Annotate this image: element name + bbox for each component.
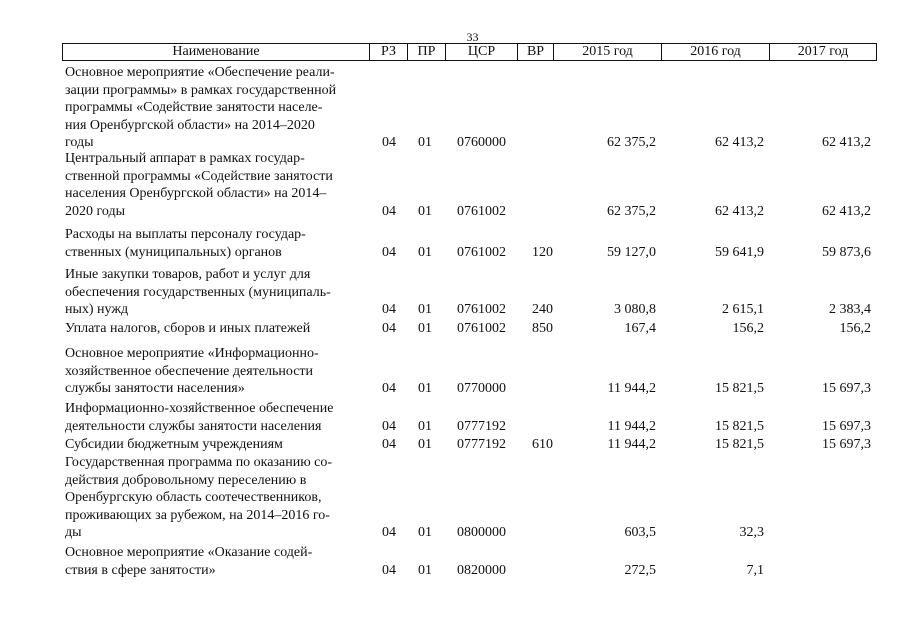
header-name: Наименование bbox=[172, 44, 260, 59]
row-pr: 01 bbox=[418, 321, 432, 336]
table-row bbox=[62, 400, 877, 435]
header-rz: РЗ bbox=[369, 44, 407, 60]
row-pr: 01 bbox=[418, 437, 432, 452]
row-name bbox=[65, 544, 365, 579]
row-name bbox=[65, 64, 365, 152]
row-2017: 2 383,4 bbox=[829, 302, 871, 317]
row-2015: 3 080,8 bbox=[614, 302, 656, 317]
row-csr: 0800000 bbox=[457, 525, 506, 540]
row-name bbox=[65, 226, 365, 261]
row-2016: 32,3 bbox=[739, 525, 764, 540]
table-row bbox=[62, 454, 877, 542]
row-2015: 11 944,2 bbox=[607, 437, 656, 452]
row-name-line: программы «Содействие занятости населе- bbox=[65, 100, 323, 115]
table-row bbox=[62, 544, 877, 579]
row-2015: 11 944,2 bbox=[607, 381, 656, 396]
row-2015: 272,5 bbox=[624, 562, 656, 578]
row-csr: 0820000 bbox=[457, 562, 506, 578]
header-csr: ЦСР bbox=[445, 44, 517, 60]
row-csr: 0761002 bbox=[457, 302, 506, 317]
header-vr: ВР bbox=[517, 44, 553, 60]
row-2017: 15 697,3 bbox=[822, 418, 871, 434]
row-csr: 0761002 bbox=[457, 244, 506, 260]
header-2016: 2016 год bbox=[661, 44, 769, 60]
table-row bbox=[62, 320, 877, 338]
row-name-line: Субсидии бюджетным учреждениям bbox=[65, 437, 283, 452]
row-pr: 01 bbox=[418, 381, 432, 396]
row-name-line: ды bbox=[65, 525, 82, 540]
row-name-line: ных) нужд bbox=[65, 302, 129, 317]
row-2015: 62 375,2 bbox=[607, 203, 656, 219]
row-pr: 01 bbox=[418, 244, 432, 260]
row-name-line: ственной программы «Содействие занятости bbox=[65, 168, 333, 184]
row-2016: 62 413,2 bbox=[715, 203, 764, 219]
row-name-line: ственных (муниципальных) органов bbox=[65, 244, 282, 260]
row-2015: 62 375,2 bbox=[607, 135, 656, 150]
row-name-line: населения Оренбургской области» на 2014– bbox=[65, 186, 327, 201]
row-2016: 62 413,2 bbox=[715, 135, 764, 150]
row-name-line: Центральный аппарат в рамках государ- bbox=[65, 151, 305, 166]
row-2015: 603,5 bbox=[624, 525, 656, 540]
row-rz: 04 bbox=[382, 321, 396, 336]
row-name-line: Основное мероприятие «Информационно- bbox=[65, 346, 319, 361]
row-name bbox=[65, 150, 365, 220]
table-header bbox=[62, 43, 877, 61]
row-2016: 15 821,5 bbox=[715, 381, 764, 396]
row-2015: 11 944,2 bbox=[607, 418, 656, 434]
table-row bbox=[62, 64, 877, 152]
header-2015: 2015 год bbox=[553, 44, 661, 60]
row-name-line: ствия в сфере занятости» bbox=[65, 562, 216, 578]
row-name-line: зации программы» в рамках государственной bbox=[65, 82, 337, 98]
row-csr: 0770000 bbox=[457, 381, 506, 396]
row-rz: 04 bbox=[382, 418, 396, 434]
row-2017: 62 413,2 bbox=[822, 135, 871, 150]
row-rz: 04 bbox=[382, 562, 396, 578]
row-2017: 15 697,3 bbox=[822, 381, 871, 396]
row-csr: 0777192 bbox=[457, 437, 506, 452]
row-2017: 15 697,3 bbox=[822, 437, 871, 452]
row-rz: 04 bbox=[382, 244, 396, 260]
row-vr: 610 bbox=[532, 437, 553, 452]
row-name bbox=[65, 320, 365, 338]
row-2016: 2 615,1 bbox=[722, 302, 764, 317]
row-2017: 62 413,2 bbox=[822, 203, 871, 219]
row-vr: 850 bbox=[532, 321, 553, 336]
table-row bbox=[62, 345, 877, 398]
row-pr: 01 bbox=[418, 418, 432, 434]
row-2016: 59 641,9 bbox=[715, 244, 764, 260]
row-name-line: 2020 годы bbox=[65, 203, 126, 219]
row-2016: 7,1 bbox=[746, 562, 764, 578]
table-row bbox=[62, 266, 877, 319]
table-row bbox=[62, 436, 877, 454]
header-pr: ПР bbox=[407, 44, 445, 60]
row-csr: 0761002 bbox=[457, 203, 506, 219]
row-pr: 01 bbox=[418, 203, 432, 219]
page-number: 33 bbox=[466, 30, 479, 44]
row-2015: 59 127,0 bbox=[607, 244, 656, 260]
row-rz: 04 bbox=[382, 525, 396, 540]
row-rz: 04 bbox=[382, 437, 396, 452]
row-name-line: годы bbox=[65, 135, 94, 150]
row-vr: 240 bbox=[532, 302, 553, 317]
row-name-line: действия добровольному переселению в bbox=[65, 472, 307, 488]
row-name bbox=[65, 266, 365, 319]
row-name-line: обеспечения государственных (муниципаль- bbox=[65, 284, 331, 300]
row-csr: 0760000 bbox=[457, 135, 506, 150]
row-rz: 04 bbox=[382, 302, 396, 317]
row-name-line: Оренбургскую область соотечественников, bbox=[65, 490, 322, 505]
row-pr: 01 bbox=[418, 562, 432, 578]
row-name-line: службы занятости населения» bbox=[65, 381, 245, 396]
row-2017: 156,2 bbox=[839, 321, 871, 336]
row-name-line: ния Оренбургской области» на 2014–2020 bbox=[65, 117, 315, 133]
row-csr: 0761002 bbox=[457, 321, 506, 336]
row-name bbox=[65, 454, 365, 542]
row-name-line: Уплата налогов, сборов и иных платежей bbox=[65, 321, 311, 336]
row-name-line: Информационно-хозяйственное обеспечение bbox=[65, 401, 334, 416]
row-name bbox=[65, 436, 365, 454]
row-name-line: проживающих за рубежом, на 2014–2016 го- bbox=[65, 507, 330, 523]
row-name bbox=[65, 345, 365, 398]
row-name-line: Государственная программа по оказанию со- bbox=[65, 455, 333, 470]
row-name-line: Расходы на выплаты персоналу государ- bbox=[65, 227, 306, 242]
row-pr: 01 bbox=[418, 302, 432, 317]
row-name-line: хозяйственное обеспечение деятельности bbox=[65, 363, 314, 379]
row-name-line: деятельности службы занятости населения bbox=[65, 418, 322, 434]
row-name-line: Основное мероприятие «Обеспечение реали- bbox=[65, 65, 335, 80]
row-rz: 04 bbox=[382, 135, 396, 150]
row-2016: 15 821,5 bbox=[715, 418, 764, 434]
row-2016: 15 821,5 bbox=[715, 437, 764, 452]
row-name-line: Основное мероприятие «Оказание содей- bbox=[65, 545, 313, 560]
table-row bbox=[62, 150, 877, 220]
table-row bbox=[62, 226, 877, 261]
row-rz: 04 bbox=[382, 203, 396, 219]
row-2015: 167,4 bbox=[624, 321, 656, 336]
row-name-line: Иные закупки товаров, работ и услуг для bbox=[65, 267, 311, 282]
row-pr: 01 bbox=[418, 525, 432, 540]
header-2017: 2017 год bbox=[769, 44, 876, 60]
row-csr: 0777192 bbox=[457, 418, 506, 434]
row-2016: 156,2 bbox=[732, 321, 764, 336]
row-pr: 01 bbox=[418, 135, 432, 150]
row-rz: 04 bbox=[382, 381, 396, 396]
row-vr: 120 bbox=[532, 244, 553, 260]
row-2017: 59 873,6 bbox=[822, 244, 871, 260]
row-name bbox=[65, 400, 365, 435]
